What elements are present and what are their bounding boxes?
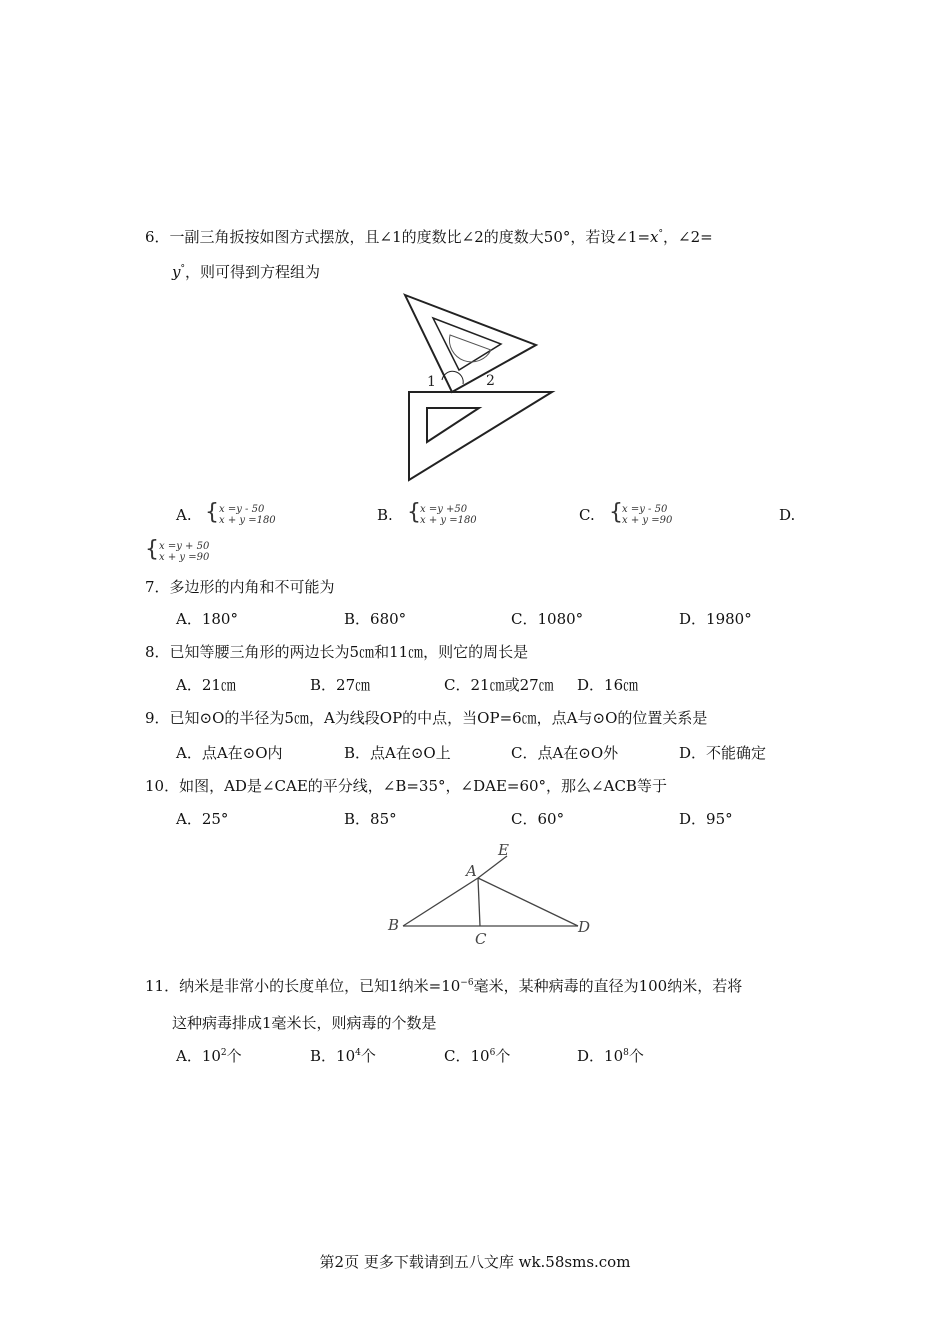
q6-option-d-eq1: x =y + 50 <box>159 541 210 552</box>
q9-option-b: B．点A在⊙O上 <box>344 744 451 762</box>
q10-option-c: C．60° <box>511 810 565 828</box>
angle-2-label: 2 <box>486 373 495 389</box>
q6-option-c-eq1: x =y - 50 <box>622 504 668 515</box>
q9-option-d: D．不能确定 <box>679 744 767 762</box>
q6-triangle-figure <box>395 290 565 485</box>
q10-stem: 10．如图，AD是∠CAE的平分线，∠B=35°，∠DAE=60°，那么∠ACB等于 <box>145 777 667 795</box>
q10-geometry-figure <box>385 838 600 950</box>
q7-option-b: B．680° <box>344 610 407 628</box>
q10-option-b: B．85° <box>344 810 397 828</box>
angle-1-label: 1 <box>427 374 436 390</box>
upper-inner-triangle <box>433 318 501 370</box>
protractor-semicircle <box>449 335 491 362</box>
q7-stem: 7．多边形的内角和不可能为 <box>145 578 335 596</box>
q6-option-d-brace: { <box>145 537 159 562</box>
q7-option-d: D．1980° <box>679 610 752 628</box>
point-E-label: E <box>498 841 509 859</box>
ray-AE <box>478 856 507 878</box>
q6-option-d-eq2: x + y =90 <box>159 552 210 563</box>
q11-option-a: A．$10^2$个 <box>176 1047 242 1065</box>
q6-option-b-letter: B. <box>377 506 393 524</box>
q6-stem-line2: y°，则可得到方程组为 <box>172 263 320 281</box>
q6-option-c-letter: C. <box>579 506 595 524</box>
lower-set-square <box>409 392 552 480</box>
q6-option-a-eq2: x + y =180 <box>219 515 276 526</box>
q6-option-a-letter: A. <box>176 506 192 524</box>
q7-option-c: C．1080° <box>511 610 584 628</box>
point-A-label: A <box>466 862 477 880</box>
q8-stem: 8．已知等腰三角形的两边长为5㎝和11㎝，则它的周长是 <box>145 643 529 661</box>
q6-option-c-brace: { <box>609 500 623 525</box>
q6-option-b-brace: { <box>407 500 421 525</box>
lower-inner-triangle <box>427 408 479 442</box>
q6-option-b-eq1: x =y +50 <box>420 504 468 515</box>
q6-option-a-eq1: x =y - 50 <box>219 504 265 515</box>
q9-option-c: C．点A在⊙O外 <box>511 744 619 762</box>
page-footer: 第2页 更多下载请到五八文库 wk.58sms.com <box>319 1253 631 1271</box>
q9-option-a: A．点A在⊙O内 <box>176 744 283 762</box>
q6-option-a-brace: { <box>205 500 219 525</box>
q9-stem: 9．已知⊙O的半径为5㎝，A为线段OP的中点，当OP=6㎝，点A与⊙O的位置关系是 <box>145 709 708 727</box>
segment-BA <box>403 878 478 926</box>
q7-option-a: A．180° <box>176 610 238 628</box>
segment-AC <box>478 878 480 926</box>
q11-option-c: C．$10^6$个 <box>444 1047 511 1065</box>
q11-stem-line2: 这种病毒排成1毫米长，则病毒的个数是 <box>172 1014 437 1032</box>
q8-option-d: D．16㎝ <box>577 676 639 694</box>
point-D-label: D <box>578 918 591 936</box>
upper-set-square <box>405 295 536 392</box>
segment-AD <box>478 878 578 926</box>
q8-option-a: A．21㎝ <box>176 676 236 694</box>
q11-option-d: D．$10^8$个 <box>577 1047 644 1065</box>
point-B-label: B <box>388 916 400 934</box>
q10-option-a: A．25° <box>176 810 229 828</box>
q6-option-d-letter: D. <box>779 506 796 524</box>
q6-option-b-eq2: x + y =180 <box>420 515 477 526</box>
q11-stem-line1: 11．纳米是非常小的长度单位，已知1纳米$=10^{-6}$毫米，某种病毒的直径为100纳米，若将 <box>145 977 743 995</box>
point-C-label: C <box>475 930 487 948</box>
q8-option-b: B．27㎝ <box>310 676 371 694</box>
q11-option-b: B．$10^4$个 <box>310 1047 376 1065</box>
q10-option-d: D．95° <box>679 810 733 828</box>
q6-option-c-eq2: x + y =90 <box>622 515 673 526</box>
q8-option-c: C．21㎝或27㎝ <box>444 676 554 694</box>
q6-stem-line1: 6．一副三角扳按如图方式摆放，且∠1的度数比∠2的度数大50°，若设∠1=x°，∠2= <box>145 228 713 246</box>
